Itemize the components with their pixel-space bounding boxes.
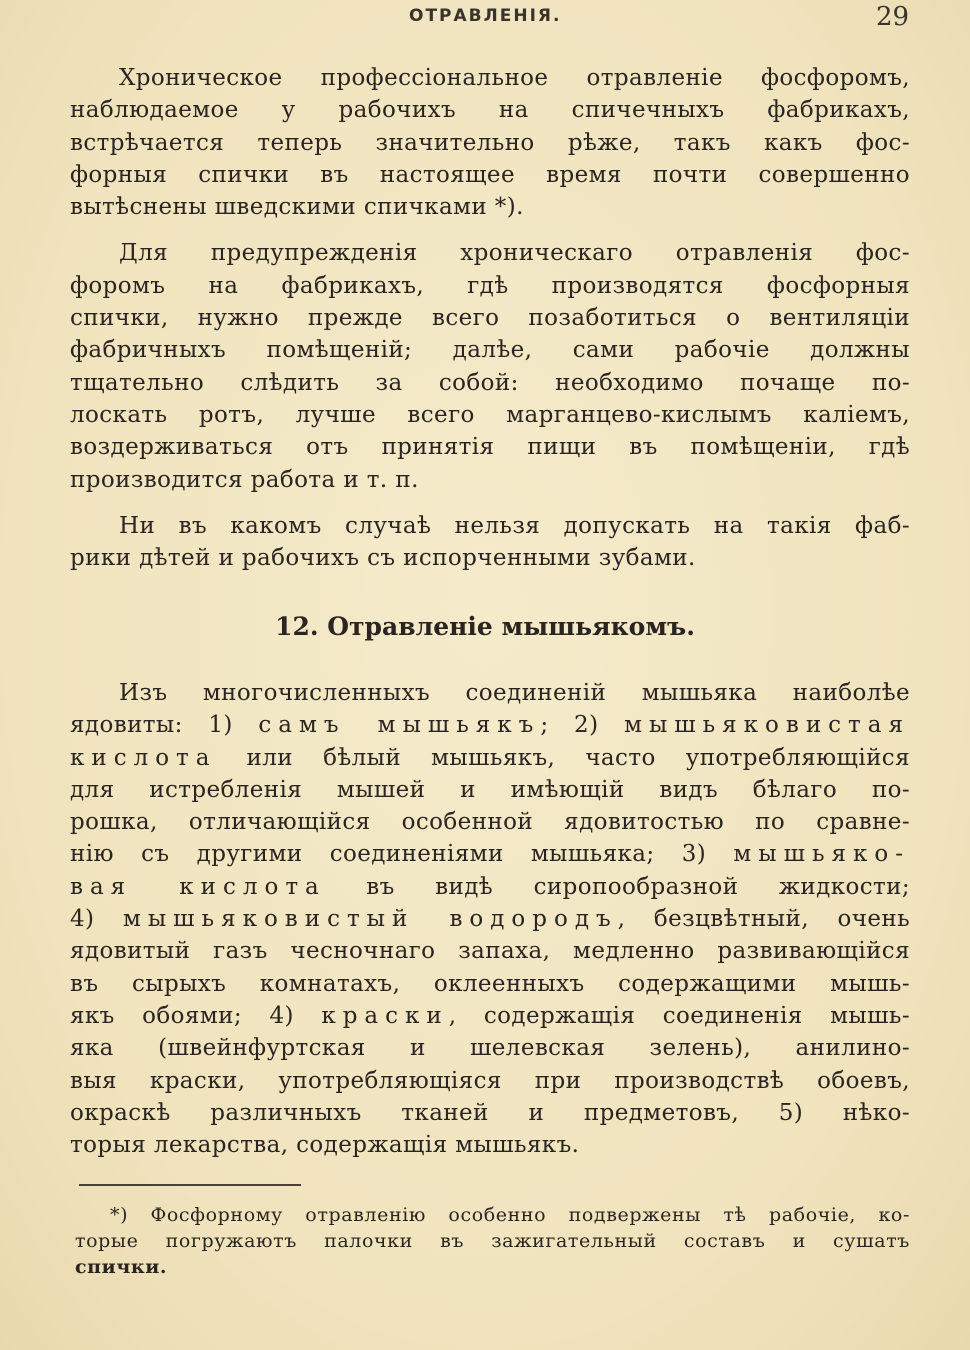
text-run: ядовитый газъ чесночнаго запаха, медленно развивающійся: [70, 938, 910, 965]
text-run: , содержащія соединенія мышь-: [448, 1002, 911, 1029]
footnote-line: торые погружаютъ палочки въ зажигательный составъ и сушатъ: [75, 1230, 910, 1252]
page-number: 29: [876, 2, 910, 32]
footnote-line: *) Фосфорному отравленію особенно подвержены тѣ рабочіе, ко-: [110, 1204, 910, 1226]
text-line: форомъ на фабрикахъ, гдѣ производятся фосфорныя: [70, 272, 910, 299]
text-line: форныя спички въ настоящее время почти совершенно: [70, 161, 910, 188]
text-run: окраскѣ различныхъ тканей и предметовъ, 5) нѣко-: [70, 1099, 910, 1126]
text-line: [70, 871, 910, 903]
text-line: [70, 677, 910, 709]
running-head: ОТРАВЛЕНІЯ.: [409, 6, 562, 26]
text-line: вытѣснены шведскими спичками *).: [70, 194, 524, 221]
text-line: лоскать ротъ, лучше всего марганцево-кислымъ каліемъ,: [70, 401, 910, 428]
paragraph: [70, 237, 910, 495]
text-run: яка (швейнфуртская и шелевская зелень), анилино-: [70, 1035, 910, 1062]
text-line: [70, 838, 910, 870]
text-line: Хроническое профессіональное отравленіе фосфоромъ,: [119, 65, 910, 91]
text-line: [70, 806, 910, 838]
text-line: фабричныхъ помѣщеній; далѣе, сами рабочіе должны: [70, 337, 910, 364]
footnote-line: спички.: [75, 1256, 168, 1278]
section-paragraph: [70, 677, 910, 1161]
emphasized-term: самъ мышьякъ: [258, 712, 541, 739]
text-line: тщательно слѣдить за собой: необходимо почаще по-: [70, 369, 910, 396]
text-run: выя краски, употребляющіяся при производствѣ обоевъ,: [70, 1067, 910, 1094]
paragraph: [70, 510, 910, 575]
text-run: якъ обоями; 4): [70, 1002, 322, 1029]
text-line: встрѣчается теперь значительно рѣже, такъ какъ фос-: [70, 129, 910, 156]
text-run: 4): [70, 906, 123, 933]
emphasized-term: мышьяковистая: [624, 712, 911, 739]
text-line: [70, 1129, 910, 1161]
text-line: спички, нужно прежде всего позаботиться о вентиляціи: [70, 305, 910, 332]
text-line: [70, 1065, 910, 1097]
emphasized-term: мышьяко-: [733, 841, 910, 868]
text-line: [70, 1000, 910, 1032]
text-run: для истребленія мышей и имѣющій видъ бѣлаго по-: [70, 776, 910, 803]
text-line: [70, 1097, 910, 1129]
text-line: [70, 742, 910, 774]
footnote-divider: [79, 1184, 301, 1186]
text-run: , безцвѣтный, очень: [617, 906, 910, 933]
text-line: производится работа и т. п.: [70, 466, 419, 493]
text-line: [70, 774, 910, 806]
text-run: въ видѣ сиропообразной жидкости;: [325, 873, 910, 900]
emphasized-term: кислота: [70, 744, 217, 771]
text-line: наблюдаемое у рабочихъ на спичечныхъ фабрикахъ,: [70, 97, 910, 124]
emphasized-term: мышьяковистый водородъ: [122, 906, 618, 933]
text-line: воздерживаться отъ принятія пищи въ помѣщеніи, гдѣ: [70, 434, 910, 461]
text-run: въ сырыхъ комнатахъ, оклеенныхъ содержащими мышь-: [70, 970, 910, 997]
text-line: Ни въ какомъ случаѣ нельзя допускать на такія фаб-: [119, 512, 910, 539]
text-line: [70, 1032, 910, 1064]
paragraph: [70, 62, 910, 223]
text-run: Изъ многочисленныхъ соединеній мышьяка наиболѣе: [119, 680, 910, 706]
text-run: или бѣлый мышьякъ, часто употребляющійся: [216, 744, 910, 771]
section-title: 12. Отравленіе мышьякомъ.: [275, 612, 695, 641]
text-line: рики дѣтей и рабочихъ съ испорченными зубами.: [70, 545, 696, 572]
text-line: [70, 935, 910, 967]
footnote: [75, 1202, 910, 1280]
text-run: ; 2): [540, 712, 625, 739]
text-run: торыя лекарства, содержащія мышьякъ.: [70, 1132, 580, 1159]
emphasized-term: краски: [321, 1002, 449, 1029]
text-line: [70, 709, 910, 741]
text-line: [70, 968, 910, 1000]
text-run: нію съ другими соединеніями мышьяка; 3): [70, 841, 734, 868]
body-text: [70, 62, 910, 588]
text-line: [70, 903, 910, 935]
text-run: рошка, отличающійся особенной ядовитостью по сравне-: [70, 809, 910, 836]
emphasized-term: вая кислота: [70, 873, 326, 900]
text-line: Для предупрежденія хроническаго отравленія фос-: [119, 240, 910, 267]
text-run: ядовиты: 1): [70, 712, 259, 739]
